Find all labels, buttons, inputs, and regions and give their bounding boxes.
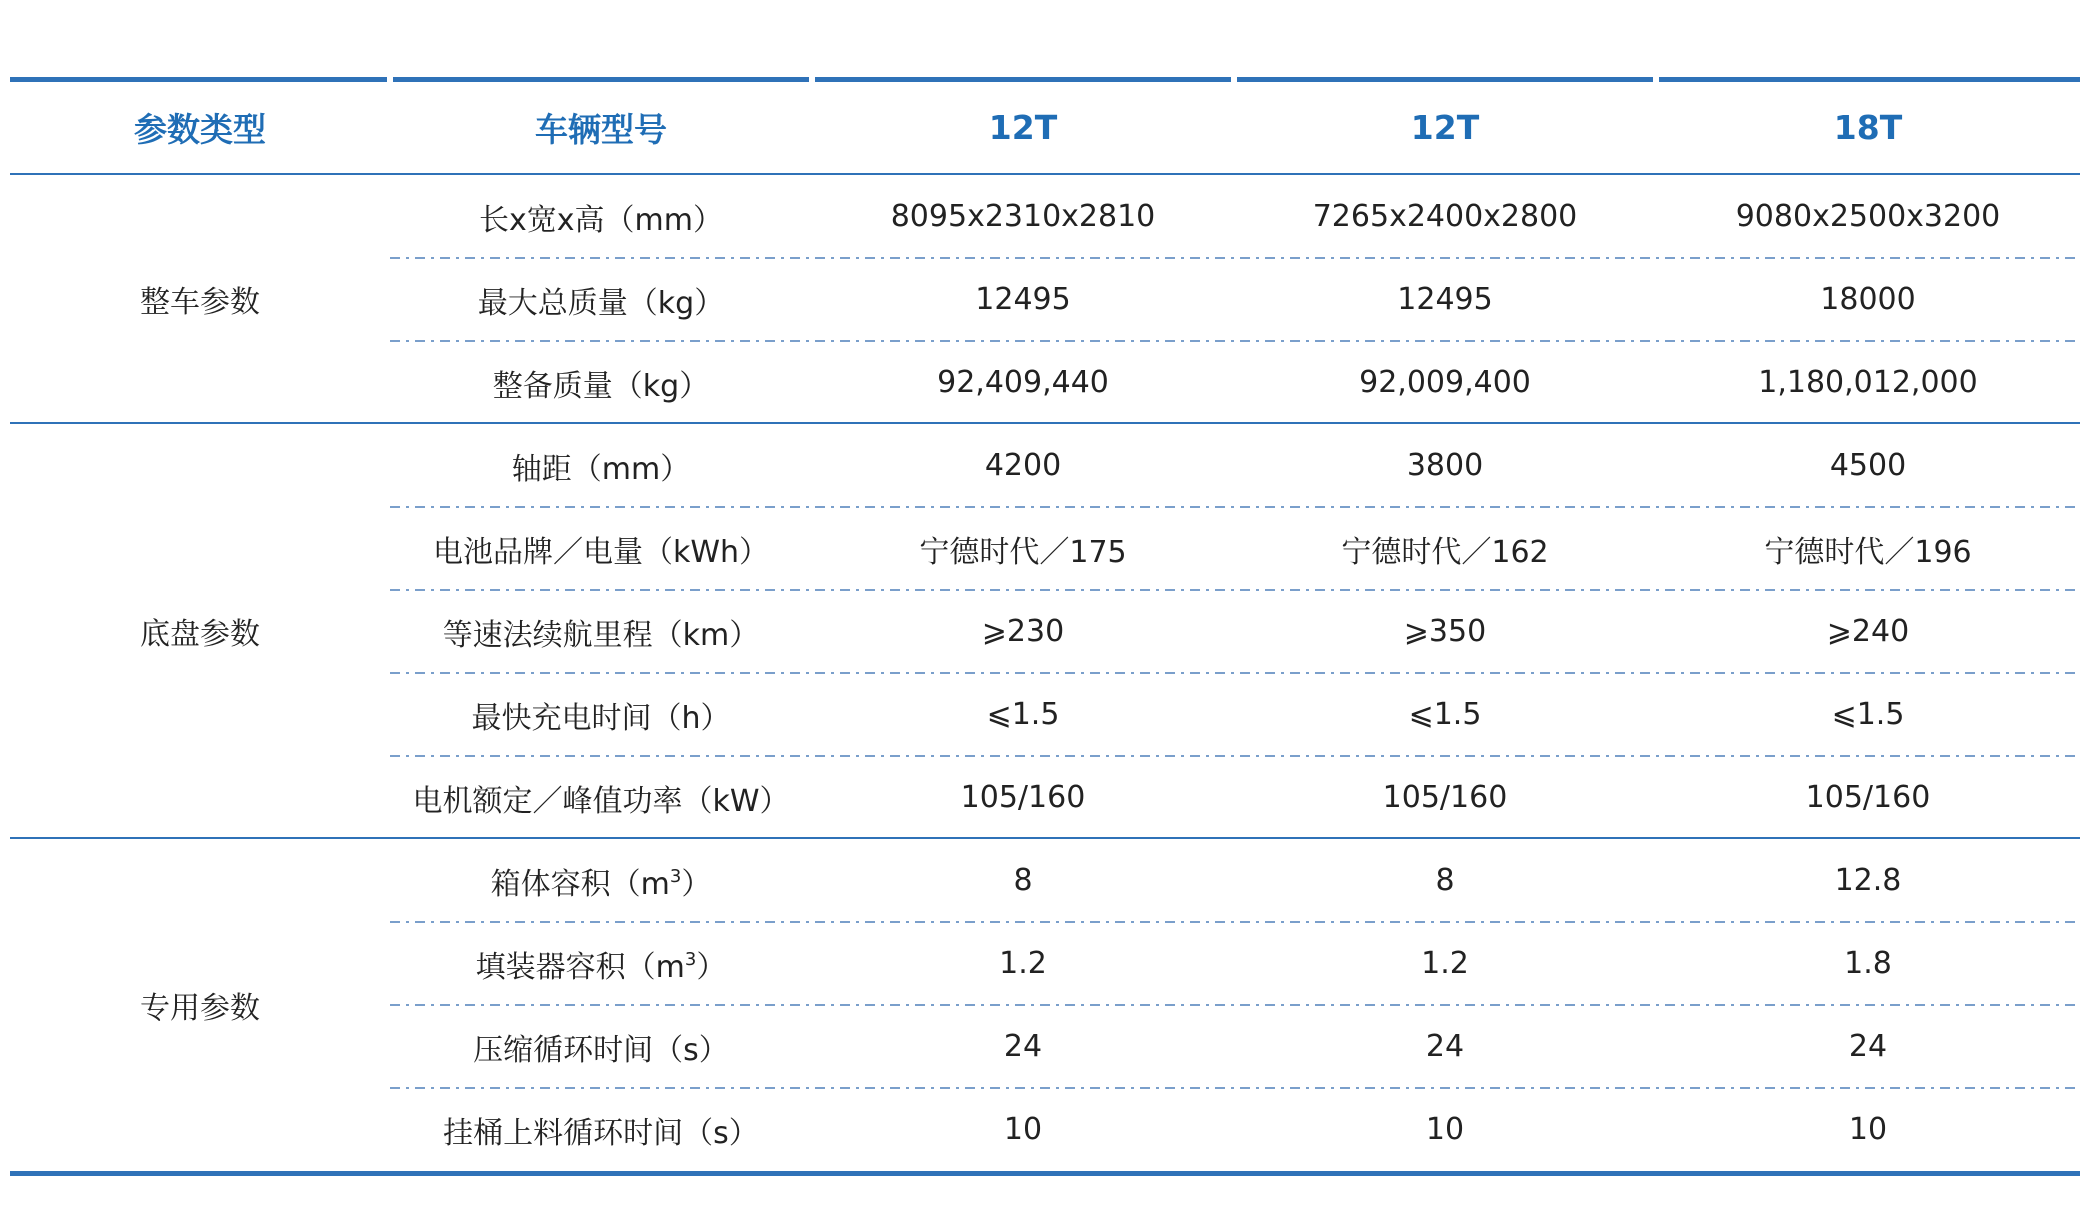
value-cell: 3800 xyxy=(1406,448,1484,483)
value-cell: 10 xyxy=(1003,1112,1043,1147)
value-cell: 105/160 xyxy=(1805,780,1931,815)
value-cell: 10 xyxy=(1425,1112,1465,1147)
value-cell: 8 xyxy=(1013,863,1033,898)
param-name: 电机额定／峰值功率（kW） xyxy=(412,783,790,819)
param-name: 最快充电时间（h） xyxy=(471,700,731,736)
table-row xyxy=(390,424,2080,507)
param-name: 电池品牌／电量（kWh） xyxy=(432,534,770,570)
group-chassis xyxy=(10,424,2080,839)
value-cell: 92,009,400 xyxy=(1359,365,1531,400)
group-special xyxy=(10,839,2080,1176)
value-cell: ⩽1.5 xyxy=(1831,697,1905,732)
group-label: 底盘参数 xyxy=(140,616,260,652)
value-cell: 12495 xyxy=(975,282,1071,317)
value-cell: 24 xyxy=(1425,1029,1465,1064)
param-name-suffix: ） xyxy=(681,866,712,902)
header-model: 车辆型号 xyxy=(535,110,667,149)
value-cell: ⩽1.5 xyxy=(1408,697,1482,732)
value-cell: 10 xyxy=(1848,1112,1888,1147)
header-col-2: 12T xyxy=(1410,108,1480,147)
value-cell: 1.8 xyxy=(1844,946,1892,981)
table-header xyxy=(10,77,2080,175)
table-row xyxy=(390,922,2080,1005)
value-cell: ⩾350 xyxy=(1403,614,1487,649)
param-name: 最大总质量（kg） xyxy=(477,285,725,321)
param-name: 长x宽x高（mm） xyxy=(479,202,723,238)
header-col-3: 18T xyxy=(1833,108,1903,147)
value-cell: 1.2 xyxy=(1421,946,1469,981)
value-cell: 105/160 xyxy=(960,780,1086,815)
table-row xyxy=(390,756,2080,839)
param-name: 整备质量（kg） xyxy=(492,368,710,404)
value-cell: 8 xyxy=(1435,863,1455,898)
param-name: 轴距（mm） xyxy=(511,451,691,487)
param-name-text: 填装器容积（m xyxy=(475,949,685,985)
value-cell: 105/160 xyxy=(1382,780,1508,815)
value-cell: 4500 xyxy=(1829,448,1907,483)
value-cell: 24 xyxy=(1003,1029,1043,1064)
value-cell: 8095x2310x2810 xyxy=(890,199,1156,234)
value-cell: 宁德时代／175 xyxy=(919,534,1127,570)
spec-table xyxy=(10,77,2080,1176)
param-name: 箱体容积（m $^3$ ） xyxy=(390,839,812,922)
value-cell: 7265x2400x2800 xyxy=(1312,199,1578,234)
value-cell: 1.2 xyxy=(999,946,1047,981)
value-cell: 9080x2500x3200 xyxy=(1735,199,2001,234)
param-name: 填装器容积（m $^3$ ） xyxy=(390,922,812,1005)
value-cell: 1,180,012,000 xyxy=(1758,365,1978,400)
param-name: 挂桶上料循环时间（s） xyxy=(443,1115,759,1151)
value-cell: 24 xyxy=(1848,1029,1888,1064)
table-row xyxy=(390,507,2080,590)
value-cell: ⩾230 xyxy=(981,614,1065,649)
param-name-suffix: ） xyxy=(696,949,727,985)
table-row xyxy=(390,1088,2080,1171)
group-label: 专用参数 xyxy=(140,991,260,1026)
value-cell: 18000 xyxy=(1820,282,1916,317)
param-name: 等速法续航里程（km） xyxy=(442,617,760,653)
table-row xyxy=(390,673,2080,756)
table-row xyxy=(390,258,2080,341)
value-cell: 宁德时代／162 xyxy=(1341,534,1549,570)
value-cell: 4200 xyxy=(984,448,1062,483)
param-name: 压缩循环时间（s） xyxy=(473,1032,729,1068)
table-row xyxy=(390,341,2080,424)
param-name-text: 箱体容积（m xyxy=(490,866,670,902)
header-param-type: 参数类型 xyxy=(134,110,266,149)
table-row xyxy=(390,839,2080,922)
value-cell: 12495 xyxy=(1397,282,1493,317)
group-vehicle xyxy=(10,175,2080,424)
header-col-1: 12T xyxy=(988,108,1058,147)
group-label: 整车参数 xyxy=(140,284,260,320)
value-cell: 92,409,440 xyxy=(937,365,1109,400)
table-row xyxy=(390,1005,2080,1088)
value-cell: 宁德时代／196 xyxy=(1764,534,1972,570)
table-row xyxy=(390,175,2080,258)
value-cell: ⩾240 xyxy=(1826,614,1910,649)
table-row xyxy=(390,590,2080,673)
value-cell: 12.8 xyxy=(1834,863,1902,898)
value-cell: ⩽1.5 xyxy=(986,697,1060,732)
